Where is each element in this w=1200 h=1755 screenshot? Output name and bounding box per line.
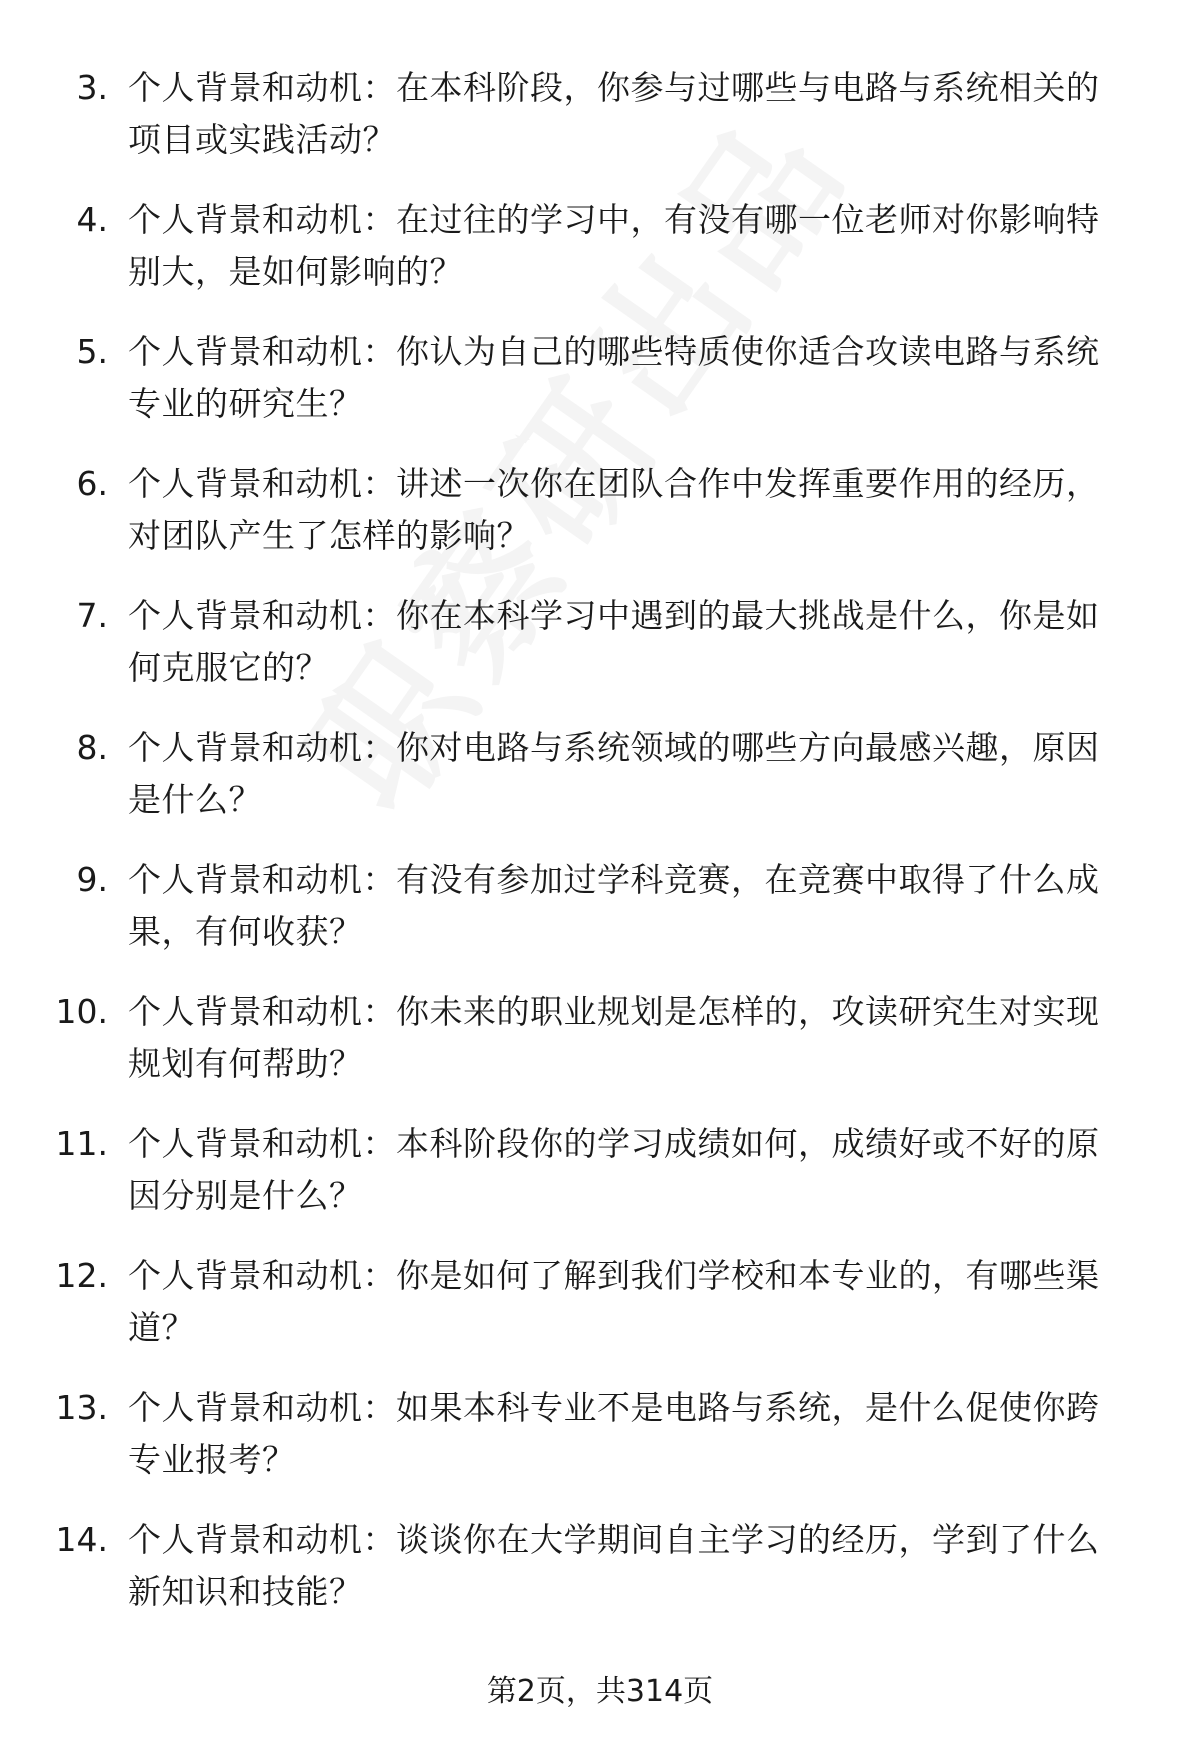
question-list — [0, 62, 1200, 1646]
question-item — [0, 986, 1200, 1118]
question-number: 11. — [55, 1124, 108, 1163]
question-number: 13. — [55, 1388, 108, 1427]
question-item — [0, 62, 1200, 194]
question-item — [0, 590, 1200, 722]
question-text: 个人背景和动机：如果本科专业不是电路与系统，是什么促使你跨专业报考？ — [128, 1388, 1100, 1479]
question-item — [0, 194, 1200, 326]
page-number-footer: 第2页，共314页 — [486, 1674, 714, 1709]
question-number: 5. — [76, 332, 108, 371]
question-text: 个人背景和动机：你认为自己的哪些特质使你适合攻读电路与系统专业的研究生？ — [128, 332, 1100, 423]
question-number: 8. — [76, 728, 108, 767]
question-number: 9. — [76, 860, 108, 899]
question-number: 6. — [76, 464, 108, 503]
question-item — [0, 1118, 1200, 1250]
question-number: 14. — [55, 1520, 108, 1559]
question-text: 个人背景和动机：有没有参加过学科竞赛，在竞赛中取得了什么成果，有何收获？ — [128, 860, 1100, 951]
question-item — [0, 1382, 1200, 1514]
question-number: 3. — [76, 68, 108, 107]
question-text: 个人背景和动机：你是如何了解到我们学校和本专业的，有哪些渠道？ — [128, 1256, 1100, 1347]
question-number: 10. — [55, 992, 108, 1031]
question-text: 个人背景和动机：在本科阶段，你参与过哪些与电路与系统相关的项目或实践活动？ — [128, 68, 1100, 159]
question-text: 个人背景和动机：讲述一次你在团队合作中发挥重要作用的经历，对团队产生了怎样的影响？ — [128, 464, 1100, 555]
question-item — [0, 458, 1200, 590]
question-item — [0, 1250, 1200, 1382]
question-text: 个人背景和动机：你对电路与系统领域的哪些方向最感兴趣，原因是什么？ — [128, 728, 1100, 819]
question-number: 4. — [76, 200, 108, 239]
question-text: 个人背景和动机：你在本科学习中遇到的最大挑战是什么，你是如何克服它的？ — [128, 596, 1100, 687]
question-text: 个人背景和动机：在过往的学习中，有没有哪一位老师对你影响特别大，是如何影响的？ — [128, 200, 1100, 291]
question-text: 个人背景和动机：你未来的职业规划是怎样的，攻读研究生对实现规划有何帮助？ — [128, 992, 1100, 1083]
question-item — [0, 1514, 1200, 1646]
question-number: 12. — [55, 1256, 108, 1295]
question-item — [0, 326, 1200, 458]
question-text: 个人背景和动机：本科阶段你的学习成绩如何，成绩好或不好的原因分别是什么？ — [128, 1124, 1100, 1215]
question-number: 7. — [76, 596, 108, 635]
question-item — [0, 854, 1200, 986]
question-item — [0, 722, 1200, 854]
question-text: 个人背景和动机：谈谈你在大学期间自主学习的经历，学到了什么新知识和技能？ — [128, 1520, 1100, 1611]
